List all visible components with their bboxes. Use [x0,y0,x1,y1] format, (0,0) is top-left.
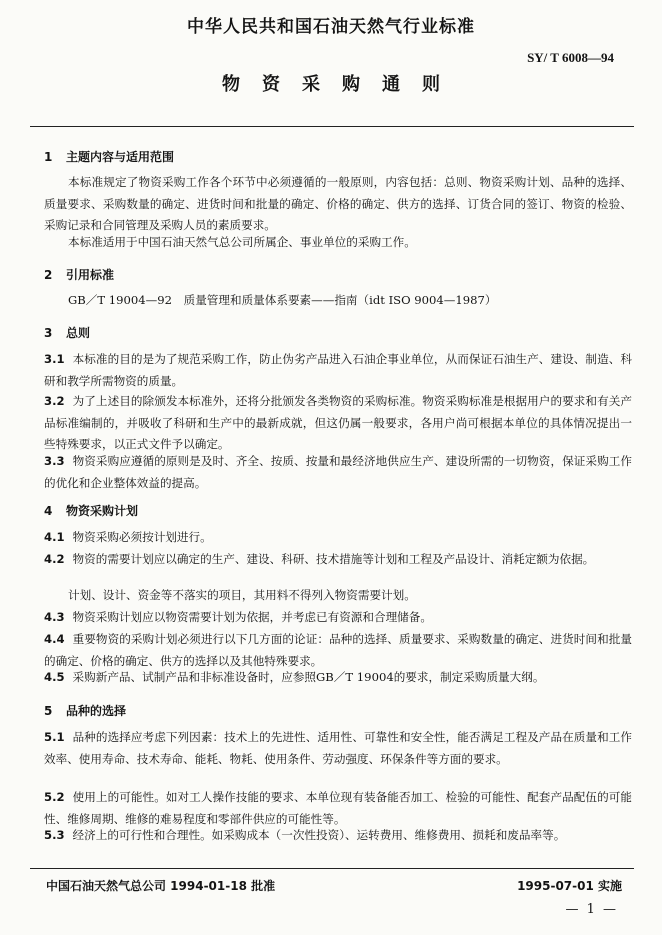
reference-line: GB／T 19004—92 质量管理和质量体系要素——指南（idt ISO 9004—1987） [68,293,497,307]
effective-date: 1995-07-01 实施 [517,879,622,893]
clause-number: 4.3 [44,610,65,624]
section-title: 主题内容与适用范围 [66,150,175,164]
industry-standard-heading: 中华人民共和国石油天然气行业标准 [187,17,475,37]
section-number: 1 [44,150,53,164]
header-rule [30,126,634,127]
paragraph: 计划、设计、资金等不落实的项目，其用料不得列入物资需要计划。 [68,588,416,602]
clause-text: 物资采购应遵循的原则是及时、齐全、按质、按量和最经济地供应生产、建设所需的一切物资，保证采购工作的优化和企业整体效益的提高。 [44,454,632,490]
clause-text: 物资采购计划应以物资需要计划为依据，并考虑已有资源和合理储备。 [72,610,432,624]
section-title: 品种的选择 [66,704,127,718]
clause-text: 为了上述目的除颁发本标准外，还将分批颁发各类物资的采购标准。物资采购标准是根据用户的要求和有关产品标准编制的，并吸收了科研和生产中的最新成就，但这仍属一般要求，各用户尚可根据本单位的具体情况提出一些特殊要求，以正式文件予以确定。 [44,394,632,452]
section-title: 物资采购计划 [66,504,139,518]
clause-text: 本标准的目的是为了规范采购工作，防止伪劣产品进入石油企事业单位，从而保证石油生产、建设、制造、科研和教学所需物资的质量。 [44,352,632,388]
clause-text: 物资采购必须按计划进行。 [72,530,212,544]
section-1-heading [44,148,174,165]
clause-number: 3.3 [44,454,65,468]
clause-4-4 [44,629,632,672]
clause-number: 4.5 [44,670,65,684]
clause-3-1 [44,349,632,392]
clause-number: 4.4 [44,632,65,646]
paragraph: 本标准适用于中国石油天然气总公司所属企、事业单位的采购工作。 [68,235,416,249]
section-4-heading [44,502,138,519]
clause-number: 3.1 [44,352,65,366]
section-title: 总则 [66,326,91,340]
clause-number: 4.1 [44,530,65,544]
clause-4-2 [44,549,632,571]
paragraph: 本标准规定了物资采购工作各个环节中必须遵循的一般原则，内容包括：总则、物资采购计划、品种的选择、质量要求、采购数量的确定、进货时间和批量的确定、价格的确定、供方的选择、订货合同的签订、物资的检验、采购记录和合同管理及采购人员的素质要求。 [44,175,632,233]
section-number: 2 [44,268,53,282]
clause-3-3 [44,451,632,494]
standard-code: SY/ T 6008—94 [527,50,614,65]
document-title: 物资采购通则 [222,74,462,95]
approval-date: 中国石油天然气总公司 1994-01-18 批准 [46,879,276,893]
clause-5-2 [44,787,632,830]
section-number: 5 [44,704,53,718]
clause-5-3 [44,825,632,847]
clause-number: 4.2 [44,552,65,566]
section-2-heading [44,266,114,283]
clause-3-2 [44,391,632,456]
clause-4-5 [44,667,632,689]
clause-4-1 [44,527,632,549]
clause-text: 采购新产品、试制产品和非标准设备时，应参照GB／T 19004的要求，制定采购质量大纲。 [72,670,545,684]
section-title: 引用标准 [66,268,115,282]
clause-text: 使用上的可能性。如对工人操作技能的要求、本单位现有装备能否加工、检验的可能性、配套产品配伍的可能性、维修周期、维修的难易程度和零部件供应的可能性等。 [44,790,632,826]
clause-text: 重要物资的采购计划必须进行以下几方面的论证：品种的选择、质量要求、采购数量的确定、进货时间和批量的确定、价格的确定、供方的选择以及其他特殊要求。 [44,632,632,668]
clause-text: 品种的选择应考虑下列因素：技术上的先进性、适用性、可靠性和安全性，能否满足工程及产品在质量和工作效率、使用寿命、技术寿命、能耗、物耗、使用条件、劳动强度、环保条件等方面的要求。 [44,730,632,766]
clause-number: 5.3 [44,828,65,842]
clause-text: 经济上的可行性和合理性。如采购成本（一次性投资）、运转费用、维修费用、损耗和废品率等。 [72,828,566,842]
section-3-heading [44,324,90,341]
footer-rule [30,868,634,869]
clause-number: 5.1 [44,730,65,744]
clause-number: 5.2 [44,790,65,804]
page-number: — 1 — [565,902,618,917]
section-5-heading [44,702,126,719]
section-number: 3 [44,326,53,340]
clause-5-1 [44,727,632,770]
clause-number: 3.2 [44,394,65,408]
clause-4-3 [44,607,632,629]
clause-text: 物资的需要计划应以确定的生产、建设、科研、技术措施等计划和工程及产品设计、消耗定额为依据。 [72,552,595,566]
section-number: 4 [44,504,53,518]
